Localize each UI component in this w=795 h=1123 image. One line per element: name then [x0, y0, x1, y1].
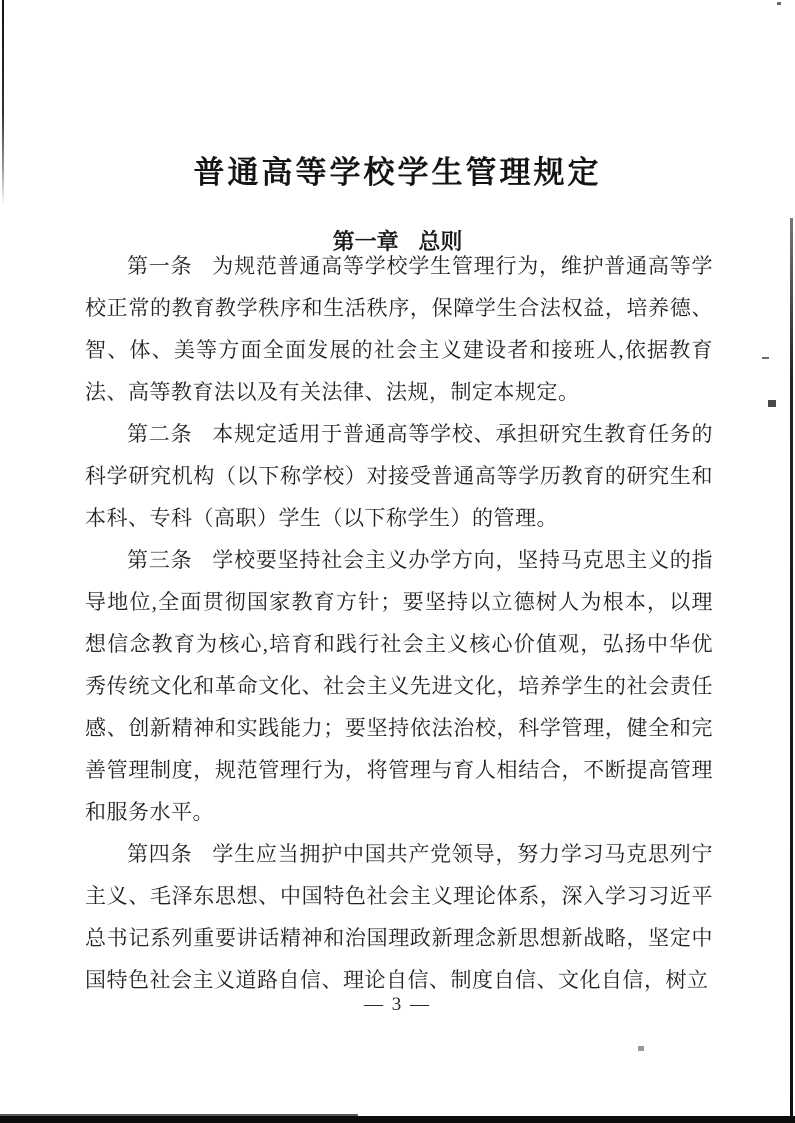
article-1-text: 为规范普通高等学校学生管理行为，维护普通高等学校正常的教育教学秩序和生活秩序，保障学生合法权益，培养德、智、体、美等方面全面发展的社会主义建设者和接班人,依据教育法、高等教育法以及有关法律、法规，制定本规定。	[85, 254, 714, 404]
article-2-paragraph	[85, 413, 713, 539]
article-3-text: 学校要坚持社会主义办学方向，坚持马克思主义的指导地位,全面贯彻国家教育方针；要坚持以立德树人为根本，以理想信念教育为核心,培育和践行社会主义核心价值观，弘扬中华优秀传统文化和革命文化、社会主义先进文化，培养学生的社会责任感、创新精神和实践能力；要坚持依法治校，科学管理，健全和完善管理制度，规范管理行为，将管理与育人相结合，不断提高管理和服务水平。	[85, 548, 714, 824]
scan-speck	[777, 2, 781, 5]
chapter-number: 第一章	[332, 229, 399, 255]
article-1-paragraph	[85, 245, 713, 413]
scan-edge-right-line	[790, 218, 793, 1123]
scan-speck	[762, 357, 769, 359]
article-3-paragraph	[85, 539, 713, 833]
scan-edge-bottom-band	[0, 1116, 795, 1123]
document-body	[85, 245, 713, 1001]
article-2-text: 本规定适用于普通高等学校、承担研究生教育任务的科学研究机构（以下称学校）对接受普通高等学历教育的研究生和本科、专科（高职）学生（以下称学生）的管理。	[85, 422, 714, 530]
article-4-label: 第四条	[127, 842, 193, 866]
article-1-label: 第一条	[127, 254, 193, 278]
article-3-label: 第三条	[127, 548, 193, 572]
article-2-label: 第二条	[127, 422, 193, 446]
scan-speck	[768, 400, 776, 407]
page-number: — 3 —	[364, 994, 431, 1015]
article-4-paragraph	[85, 833, 713, 1001]
chapter-name: 总则	[418, 229, 463, 255]
scan-speck	[638, 1046, 644, 1051]
scan-edge-left-line	[2, 0, 4, 205]
article-4-text: 学生应当拥护中国共产党领导，努力学习马克思列宁主义、毛泽东思想、中国特色社会主义理论体系，深入学习习近平总书记系列重要讲话精神和治国理政新理念新思想新战略，坚定中国特色社会主义道路自信、理论自信、制度自信、文化自信，树立	[85, 842, 714, 992]
document-title: 普通高等学校学生管理规定	[193, 154, 602, 190]
